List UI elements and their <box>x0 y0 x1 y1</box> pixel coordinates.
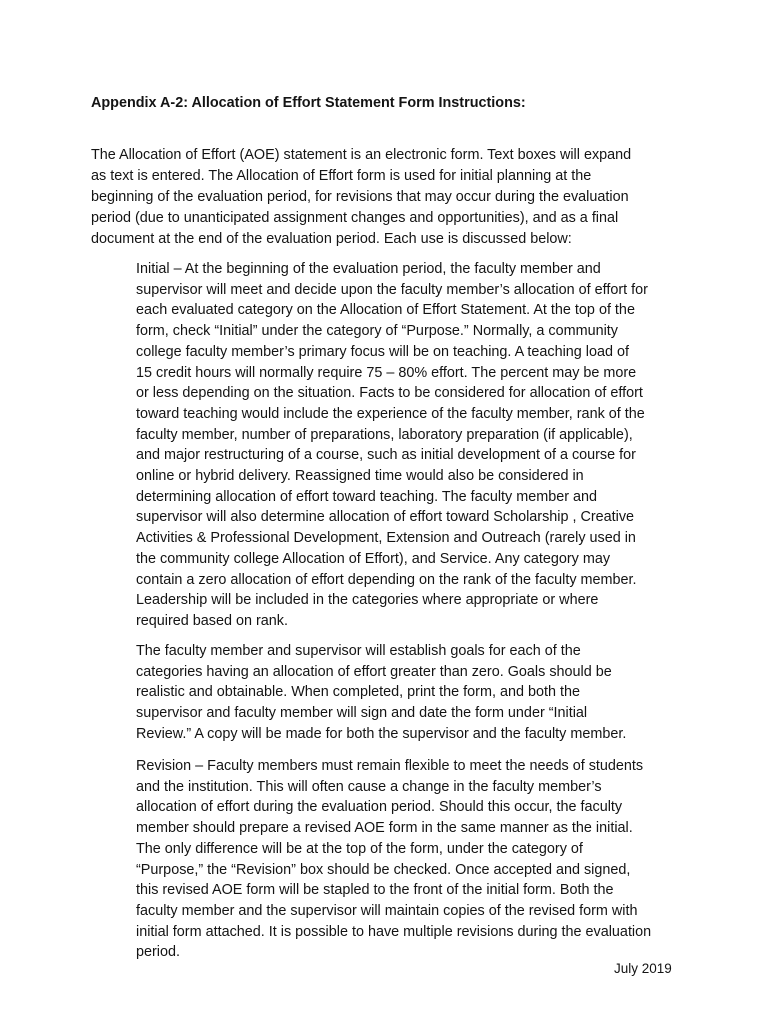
revision-line: this revised AOE form will be stapled to the front of the initial form. Both the <box>136 882 614 899</box>
goals-line: realistic and obtainable. When completed, print the form, and both the <box>136 684 580 701</box>
initial-line: required based on rank. <box>136 612 289 629</box>
initial-line: form, check “Initial” under the category of “Purpose.” Normally, a community <box>136 323 618 340</box>
initial-line: 15 credit hours will normally require 75 – 80% effort. The percent may be more <box>136 364 637 381</box>
intro-line: beginning of the evaluation period, for revisions that may occur during the evaluation <box>91 189 629 205</box>
goals-line: categories having an allocation of effort greater than zero. Goals should be <box>136 663 612 680</box>
revision-line: allocation of effort during the evaluation period. Should this occur, the faculty <box>136 799 623 816</box>
goals-line: The faculty member and supervisor will establish goals for each of the <box>136 643 581 659</box>
goals-paragraph <box>136 641 681 745</box>
revision-section-paragraph <box>136 756 681 963</box>
revision-line: and the institution. This will often cause a change in the faculty member’s <box>136 778 602 795</box>
initial-line: college faculty member’s primary focus will be on teaching. A teaching load of <box>136 343 630 360</box>
initial-line: each evaluated category on the Allocation of Effort Statement. At the top of the <box>136 302 635 319</box>
initial-line: or less depending on the situation. Facts to be considered for allocation of effort <box>136 385 643 402</box>
document-title: Appendix A-2: Allocation of Effort Statement Form Instructions: <box>91 95 526 111</box>
intro-line: period (due to unanticipated assignment changes and opportunities), and as a final <box>91 210 619 226</box>
initial-section-paragraph <box>136 259 681 632</box>
initial-line: supervisor will meet and decide upon the faculty member’s allocation of effort for <box>136 281 648 298</box>
revision-line: “Purpose,” the “Revision” box should be checked. Once accepted and signed, <box>136 861 631 878</box>
revision-line: member should prepare a revised AOE form in the same manner as the initial. <box>136 820 633 837</box>
initial-line: determining allocation of effort toward teaching. The faculty member and <box>136 488 598 505</box>
initial-line: Leadership will be included in the categories where appropriate or where <box>136 592 599 609</box>
revision-line: Revision – Faculty members must remain flexible to meet the needs of students <box>136 758 644 774</box>
revision-line: initial form attached. It is possible to have multiple revisions during the evaluation <box>136 923 652 940</box>
intro-line: document at the end of the evaluation period. Each use is discussed below: <box>91 231 572 247</box>
initial-line: the community college Allocation of Effort), and Service. Any category may <box>136 550 611 567</box>
revision-line: The only difference will be at the top of the form, under the category of <box>136 840 583 857</box>
goals-line: supervisor and faculty member will sign and date the form under “Initial <box>136 705 588 722</box>
initial-line: online or hybrid delivery. Reassigned time would also be considered in <box>136 468 584 485</box>
initial-line: contain a zero allocation of effort depending on the rank of the faculty member. <box>136 571 637 588</box>
goals-line: Review.” A copy will be made for both the supervisor and the faculty member. <box>136 725 627 742</box>
initial-line: and major restructuring of a course, such as initial development of a course for <box>136 447 636 464</box>
revision-line: faculty member and the supervisor will maintain copies of the revised form with <box>136 902 638 919</box>
footer-date: July 2019 <box>614 961 672 976</box>
initial-line: toward teaching would include the experience of the faculty member, rank of the <box>136 405 645 422</box>
initial-line: faculty member, number of preparations, laboratory preparation (if applicable), <box>136 426 633 443</box>
intro-line: The Allocation of Effort (AOE) statement is an electronic form. Text boxes will expand <box>91 147 632 163</box>
intro-paragraph <box>91 145 671 250</box>
initial-line: Initial – At the beginning of the evaluation period, the faculty member and <box>136 261 601 277</box>
initial-line: Activities & Professional Development, Extension and Outreach (rarely used in <box>136 530 636 547</box>
revision-line: period. <box>136 944 181 961</box>
intro-line: as text is entered. The Allocation of Effort form is used for initial planning at the <box>91 168 592 184</box>
initial-line: supervisor will also determine allocation of effort toward Scholarship , Creative <box>136 509 635 526</box>
